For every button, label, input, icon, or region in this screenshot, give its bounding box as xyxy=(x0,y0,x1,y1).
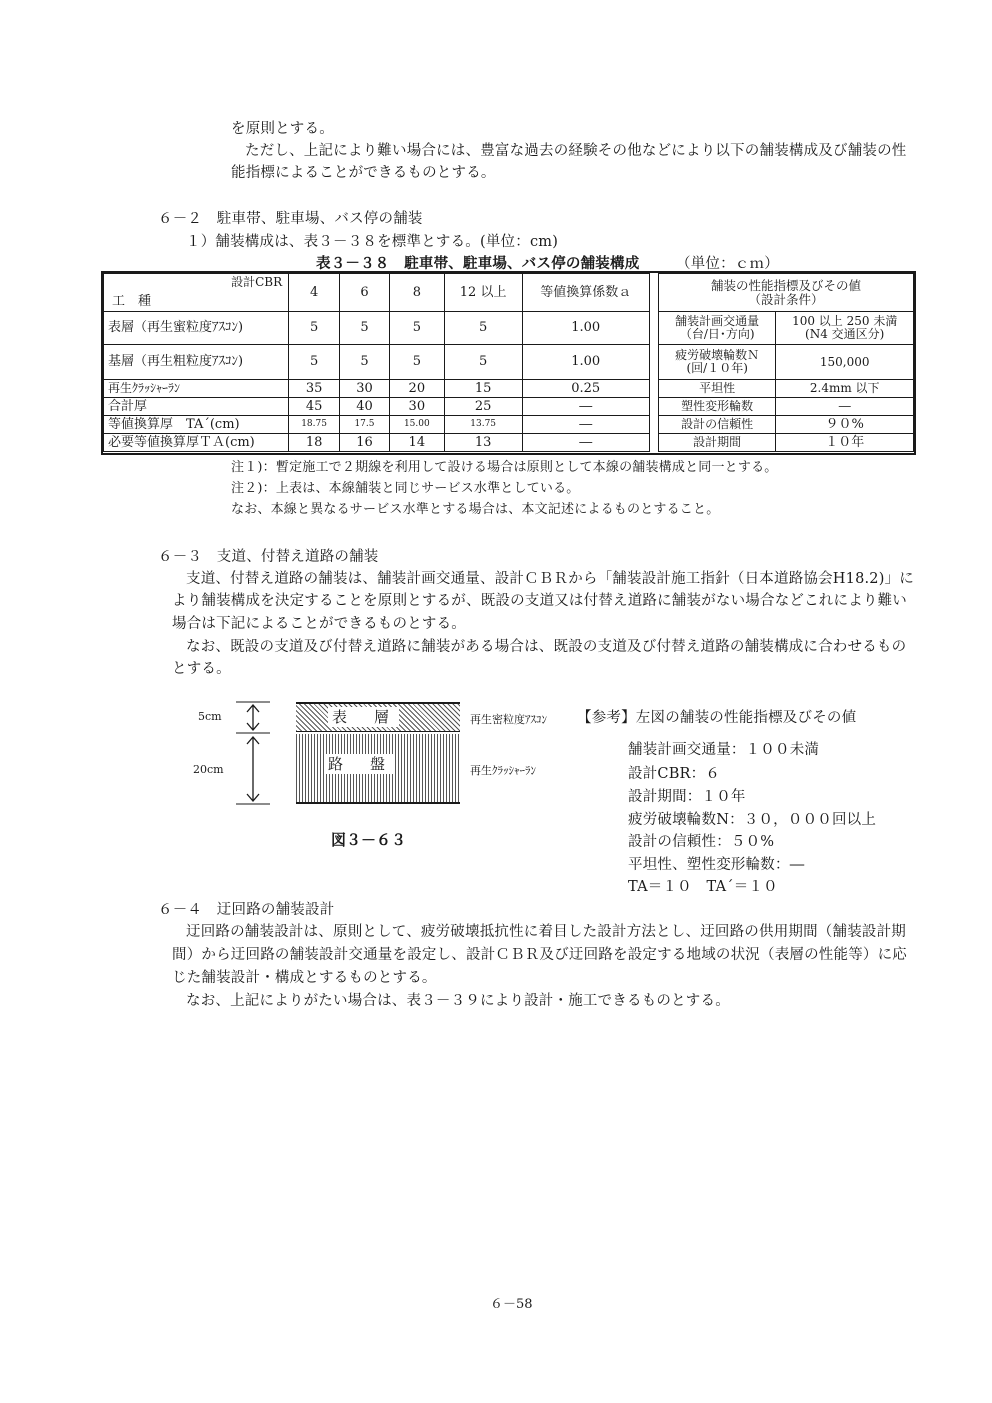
row-name: 必要等値換算厚ＴＡ(cm) xyxy=(104,434,289,452)
material-top: 再生密粒度ｱｽｺﾝ xyxy=(470,713,547,726)
cell-value: 5 xyxy=(444,345,522,380)
material-base: 再生ｸﾗｯｼｬｰﾗﾝ xyxy=(470,764,536,777)
section-6-2-heading: ６－２ 駐車帯、駐車場、バス停の舗装 xyxy=(158,211,423,227)
cell-value: 16 xyxy=(340,434,390,452)
table-gap xyxy=(649,274,658,312)
reference-item: 平坦性、塑性変形輪数：― xyxy=(628,857,805,873)
section-6-4-heading: ６－４ 迂回路の舗装設計 xyxy=(158,902,335,918)
section-6-3-p1-l1: 支道、付替え道路の舗装は、舗装計画交通量、設計ＣＢＲから「舗装設計施工指針（日本道路協会H18.2)」に xyxy=(186,571,914,587)
cell-value: 5 xyxy=(444,312,522,345)
cbr-col-header: 12 以上 xyxy=(444,274,522,312)
section-6-4-line-2: 間）から迂回路の舗装設計交通量を設定し、設計ＣＢＲ及び迂回路を設定する地域の状況（表層の性能等）に応 xyxy=(172,947,907,963)
table-row xyxy=(104,380,914,398)
cell-value: 5 xyxy=(340,312,390,345)
cell-coef: ― xyxy=(522,416,649,434)
reference-item: 設計CBR：６ xyxy=(628,766,721,782)
row-name: 再生ｸﾗｯｼｬｰﾗﾝ xyxy=(104,380,289,398)
surface-layer-label: 表 層 xyxy=(328,707,399,727)
cell-value: 35 xyxy=(289,380,340,398)
pavement-table-grid xyxy=(103,273,914,452)
table-row xyxy=(104,312,914,345)
reference-item: TA＝１０ TA´＝１０ xyxy=(628,879,778,895)
row-name: 合計厚 xyxy=(104,398,289,416)
cell-value: 5 xyxy=(389,312,444,345)
cell-value: 13 xyxy=(444,434,522,452)
perf-value: 100 以上 250 未満 (N4 交通区分) xyxy=(776,312,914,345)
perf-label: 塑性変形輪数 xyxy=(658,398,776,416)
table-gap xyxy=(649,380,658,398)
base-layer-block xyxy=(296,734,460,804)
perf-label: 設計の信頼性 xyxy=(658,416,776,434)
cell-coef: 0.25 xyxy=(522,380,649,398)
row-name: 基層（再生粗粒度ｱｽｺﾝ) xyxy=(104,345,289,380)
perf-value: ９０% xyxy=(776,416,914,434)
cell-value: 5 xyxy=(340,345,390,380)
table-note-1: 注１)：暫定施工で２期線を利用して設ける場合は原則として本線の舗装構成と同一とする。 xyxy=(231,460,778,475)
perf-value: １０年 xyxy=(776,434,914,452)
table-gap xyxy=(649,345,658,380)
table-row xyxy=(104,398,914,416)
reference-item: 設計期間：１０年 xyxy=(628,789,746,805)
header-type-label: 工 種 xyxy=(112,294,152,310)
cell-value: 13.75 xyxy=(444,416,522,434)
intro-line-1: を原則とする。 xyxy=(231,121,334,137)
section-6-4-line-4: なお、上記によりがたい場合は、表３－３９により設計・施工できるものとする。 xyxy=(186,993,730,1009)
table-gap xyxy=(649,398,658,416)
table-row xyxy=(104,434,914,452)
table-header-corner xyxy=(104,274,289,312)
surface-layer-block xyxy=(296,702,460,732)
cell-value: 18 xyxy=(289,434,340,452)
reference-item: 疲労破壊輪数N：３０，０００回以上 xyxy=(628,812,877,828)
reference-title: 【参考】左図の舗装の性能指標及びその値 xyxy=(577,710,857,726)
perf-value: ― xyxy=(776,398,914,416)
reference-item: 設計の信頼性：５０% xyxy=(628,834,775,850)
section-6-3-p1-l3: 場合は下記によることができるものとする。 xyxy=(172,616,466,632)
perf-label: 平坦性 xyxy=(658,380,776,398)
section-6-4-line-1: 迂回路の舗装設計は、原則として、疲労破壊抵抗性に着目した設計方法とし、迂回路の供用期間（舗装設計期 xyxy=(186,924,907,940)
perf-header xyxy=(658,274,913,312)
page-number: ６－58 xyxy=(490,1297,533,1312)
cell-coef: ― xyxy=(522,398,649,416)
cell-value: 17.5 xyxy=(340,416,390,434)
dim-label-base: 20cm xyxy=(193,763,224,776)
perf-header-line-1: 舗装の性能指標及びその値 xyxy=(710,278,861,294)
cell-value: 18.75 xyxy=(289,416,340,434)
figure-caption: 図３－６３ xyxy=(331,831,407,849)
cell-value: 5 xyxy=(289,345,340,380)
perf-label: 舗装計画交通量 （台/日･方向) xyxy=(658,312,776,345)
row-name: 等値換算厚 TA´(cm) xyxy=(104,416,289,434)
cell-value: 5 xyxy=(289,312,340,345)
cell-coef: 1.00 xyxy=(522,312,649,345)
table-gap xyxy=(649,416,658,434)
cell-coef: 1.00 xyxy=(522,345,649,380)
table-header-row xyxy=(104,274,914,312)
cell-value: 15.00 xyxy=(389,416,444,434)
table-unit: （単位：ｃｍ） xyxy=(676,256,779,272)
perf-value: 150,000 xyxy=(776,345,914,380)
cell-value: 14 xyxy=(389,434,444,452)
perf-header-line-2: （設計条件） xyxy=(748,291,824,307)
dimension-arrows xyxy=(236,700,270,808)
pavement-table xyxy=(101,271,916,455)
table-row xyxy=(104,345,914,380)
row-name: 表層（再生蜜粒度ｱｽｺﾝ) xyxy=(104,312,289,345)
table-note-3: なお、本線と異なるサービス水準とする場合は、本文記述によるものとすること。 xyxy=(231,502,720,517)
cbr-col-header: 6 xyxy=(340,274,390,312)
cell-value: 30 xyxy=(389,398,444,416)
section-6-2-item-1: １）舗装構成は、表３－３８を標準とする。(単位：cm) xyxy=(186,234,559,250)
table-gap xyxy=(649,312,658,345)
section-6-3-p2-l1: なお、既設の支道及び付替え道路に舗装がある場合は、既設の支道及び付替え道路の舗装構成に合わせるもの xyxy=(186,639,907,655)
cell-value: 15 xyxy=(444,380,522,398)
cell-coef: ― xyxy=(522,434,649,452)
intro-line-2: ただし、上記により難い場合には、豊富な過去の経験その他などにより以下の舗装構成及び舗装の性 xyxy=(245,143,907,159)
cell-value: 30 xyxy=(340,380,390,398)
base-layer-label: 路 盤 xyxy=(324,754,395,774)
reference-item: 舗装計画交通量：１００未満 xyxy=(628,742,820,758)
cell-value: 5 xyxy=(389,345,444,380)
section-6-3-p1-l2: より舗装構成を決定することを原則とするが、既設の支道又は付替え道路に舗装がない場合などこれにより難い xyxy=(172,593,907,609)
cell-value: 25 xyxy=(444,398,522,416)
perf-label: 疲労破壊輪数Ｎ (回/１０年) xyxy=(658,345,776,380)
table-note-2: 注２)：上表は、本線舗装と同じサービス水準としている。 xyxy=(231,481,580,496)
cbr-col-header: 4 xyxy=(289,274,340,312)
cbr-col-header: 8 xyxy=(389,274,444,312)
section-6-4-line-3: じた舗装設計・構成とするものとする。 xyxy=(172,970,437,986)
section-6-3-p2-l2: とする。 xyxy=(172,661,231,677)
coef-header: 等値換算係数ａ xyxy=(522,274,649,312)
header-cbr-label: 設計CBR xyxy=(231,275,283,289)
cell-value: 40 xyxy=(340,398,390,416)
table-title: 表３－３８ 駐車帯、駐車場、バス停の舗装構成 xyxy=(316,255,640,272)
dim-label-top: 5cm xyxy=(198,710,222,723)
cell-value: 45 xyxy=(289,398,340,416)
section-6-3-heading: ６－３ 支道、付替え道路の舗装 xyxy=(158,549,379,565)
table-row xyxy=(104,416,914,434)
intro-line-3: 能指標によることができるものとする。 xyxy=(231,165,496,181)
table-gap xyxy=(649,434,658,452)
perf-label: 設計期間 xyxy=(658,434,776,452)
perf-value: 2.4mm 以下 xyxy=(776,380,914,398)
cell-value: 20 xyxy=(389,380,444,398)
